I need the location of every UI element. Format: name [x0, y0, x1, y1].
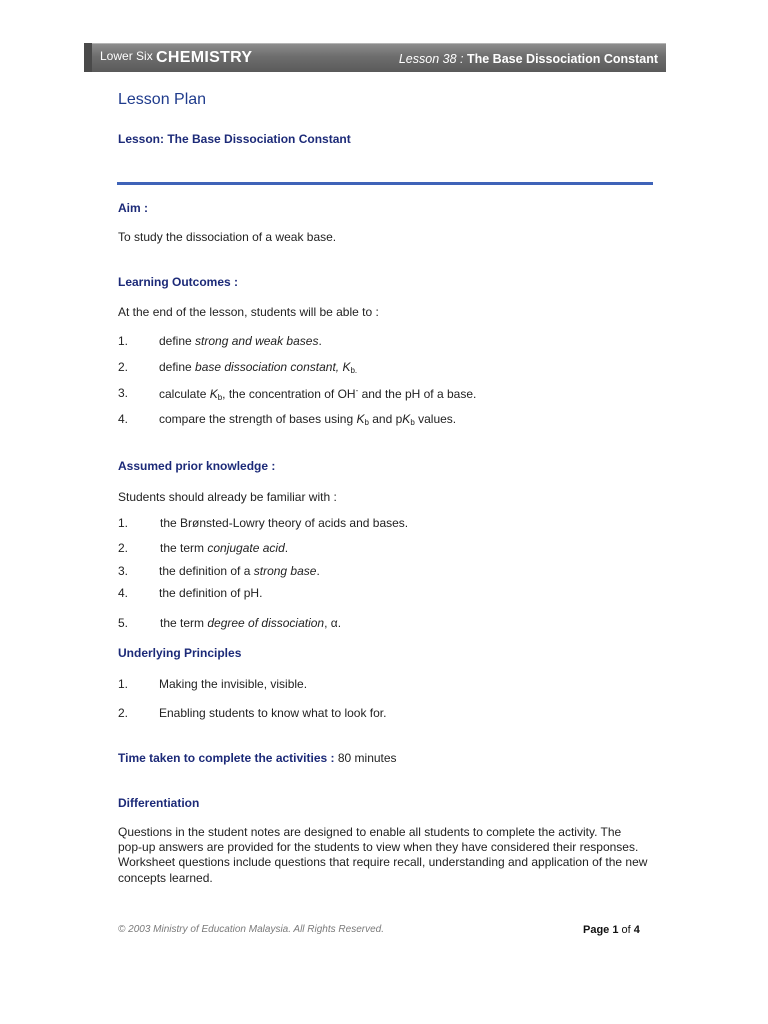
course-prefix: Lower Six — [100, 49, 153, 63]
differentiation-text: Questions in the student notes are designed to enable all students to complete the activity. The pop-up answers are provided for the students to view when they have considered their responses. Worksheet questions include questions that require recall, understanding and application of the new concepts learned. — [118, 825, 648, 885]
learning-outcome-item — [159, 386, 476, 402]
course-title — [100, 49, 252, 67]
item-emphasis: strong base — [253, 564, 317, 578]
item-text: the definition of pH. — [159, 586, 263, 600]
lesson-header — [399, 52, 658, 66]
prior-knowledge-item — [159, 564, 320, 578]
prior-knowledge-item — [160, 541, 288, 555]
list-item-number: 4. — [118, 412, 129, 426]
learning-outcomes-heading: Learning Outcomes : — [118, 275, 239, 289]
time-taken-value: 80 minutes — [337, 751, 397, 765]
item-text: compare the strength of bases using — [159, 412, 357, 426]
item-suffix: . — [284, 541, 289, 555]
list-item-number: 2. — [118, 541, 129, 555]
item-suffix: values. — [414, 412, 457, 426]
aim-heading: Aim : — [118, 201, 148, 215]
prior-knowledge-item — [160, 616, 341, 630]
item-text-mid: and p — [368, 412, 403, 426]
prior-knowledge-item — [159, 586, 262, 600]
list-item-number: 3. — [118, 564, 129, 578]
item-text: define — [159, 334, 196, 348]
item-symbol: K — [356, 412, 365, 426]
section-divider — [117, 182, 653, 185]
item-emphasis: base dissociation constant, K — [195, 360, 351, 374]
lesson-separator: : — [460, 52, 464, 66]
item-text: calculate — [159, 387, 210, 401]
item-suffix: . — [318, 334, 322, 348]
list-item-number: 3. — [118, 386, 129, 400]
item-text: the definition of a — [159, 564, 254, 578]
aim-text: To study the dissociation of a weak base. — [118, 230, 337, 244]
item-suffix: and the pH of a base. — [358, 387, 477, 401]
list-item-number: 1. — [118, 334, 129, 348]
page-current: 1 — [612, 924, 619, 936]
principle-item: Enabling students to know what to look for. — [159, 706, 387, 720]
lesson-number: Lesson 38 — [398, 52, 457, 66]
principle-item: Making the invisible, visible. — [159, 677, 308, 691]
prior-knowledge-heading: Assumed prior knowledge : — [118, 459, 276, 473]
prior-knowledge-intro: Students should already be familiar with : — [118, 490, 337, 504]
item-subscript: b — [364, 418, 369, 427]
header-banner-accent — [84, 43, 92, 72]
item-suffix: . — [316, 564, 320, 578]
item-subscript: b — [217, 393, 223, 402]
time-taken-line — [118, 751, 397, 765]
list-item-number: 1. — [118, 516, 129, 530]
item-suffix: , α. — [324, 616, 342, 630]
time-taken-heading: Time taken to complete the activities : — [118, 751, 335, 765]
page-of: of — [621, 924, 631, 936]
learning-outcome-item — [159, 360, 357, 375]
page-number — [583, 924, 640, 936]
item-emphasis: strong and weak bases — [195, 334, 319, 348]
learning-outcome-item — [159, 412, 456, 427]
page-label: Page — [583, 924, 610, 936]
list-item-number: 5. — [118, 616, 129, 630]
item-symbol: K — [209, 387, 218, 401]
item-text-mid: , the concentration of OH — [222, 387, 356, 401]
learning-outcomes-intro: At the end of the lesson, students will be able to : — [118, 305, 379, 319]
differentiation-heading: Differentiation — [118, 796, 200, 810]
list-item-number: 2. — [118, 360, 129, 374]
item-emphasis: degree of dissociation — [207, 616, 325, 630]
item-text: the term — [160, 616, 208, 630]
item-text: define — [159, 360, 196, 374]
page-total: 4 — [633, 924, 640, 936]
item-text: the Brønsted-Lowry theory of acids and bases. — [160, 516, 409, 530]
item-superscript: - — [355, 386, 359, 395]
learning-outcome-item — [159, 334, 322, 348]
item-subscript: b. — [350, 366, 358, 375]
page-title: Lesson Plan — [118, 91, 207, 108]
copyright-notice: © 2003 Ministry of Education Malaysia. All Rights Reserved. — [118, 924, 385, 935]
underlying-principles-heading: Underlying Principles — [118, 646, 242, 660]
lesson-heading: Lesson: The Base Dissociation Constant — [118, 132, 351, 146]
list-item-number: 4. — [118, 586, 129, 600]
item-emphasis: conjugate acid — [207, 541, 285, 555]
item-text: the term — [160, 541, 208, 555]
item-subscript: b — [410, 418, 415, 427]
course-name: CHEMISTRY — [156, 49, 253, 66]
lesson-header-title: The Base Dissociation Constant — [466, 52, 658, 66]
item-symbol: K — [402, 412, 411, 426]
prior-knowledge-item — [160, 516, 408, 530]
list-item-number: 1. — [118, 677, 129, 691]
list-item-number: 2. — [118, 706, 129, 720]
